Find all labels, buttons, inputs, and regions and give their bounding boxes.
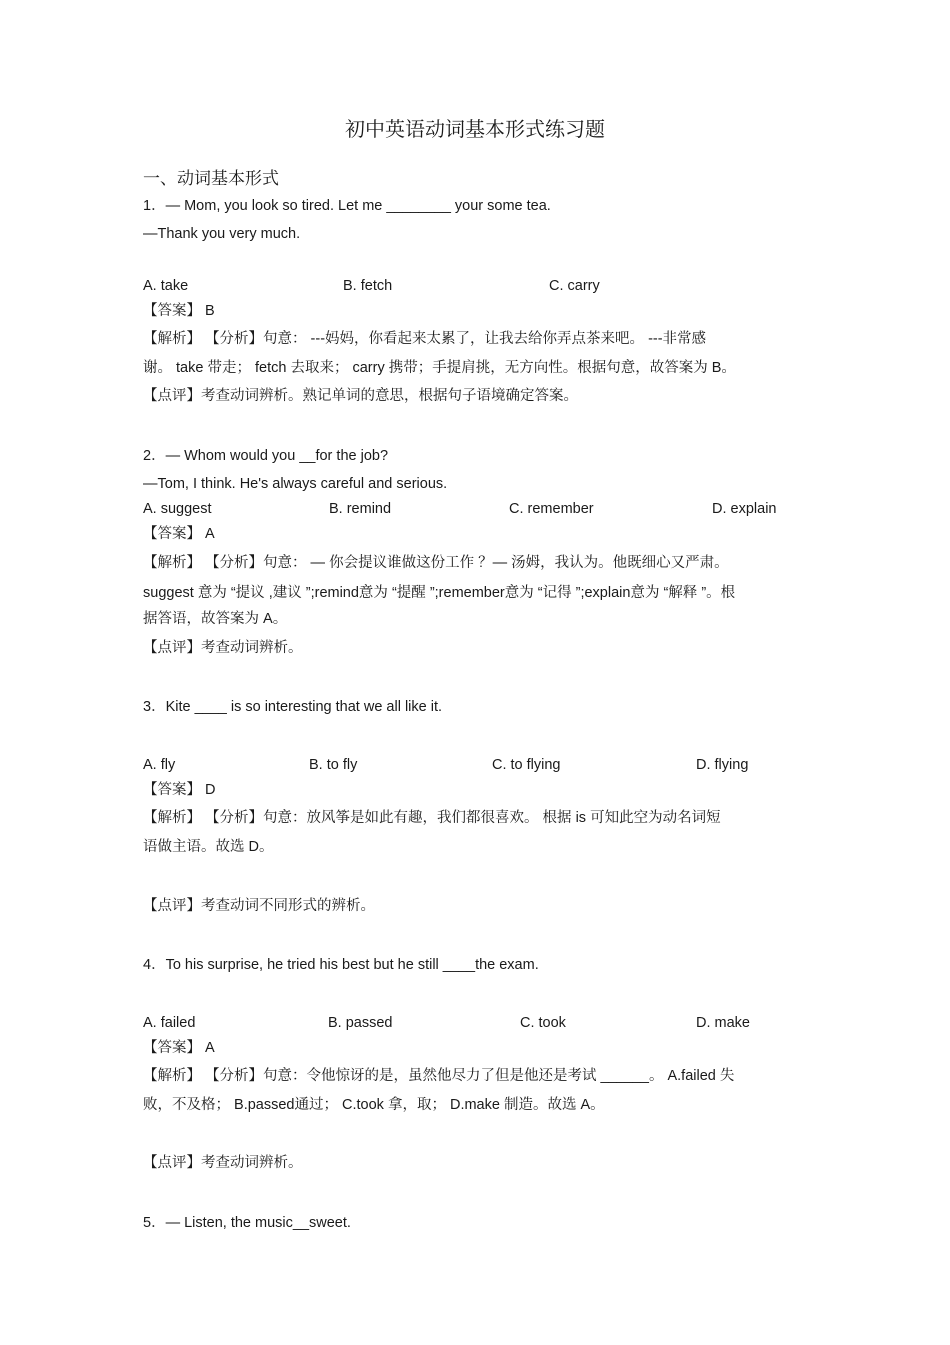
option-a: A. fly <box>143 757 176 773</box>
dialogue-reply: —Thank you very much. <box>143 226 301 242</box>
option-b: B. remind <box>329 501 392 517</box>
answer: 【答案】 B <box>143 303 215 319</box>
question-stem: 4．To his surprise, he tried his best but he still ____the exam. <box>143 957 539 973</box>
section-heading: 一、动词基本形式 <box>143 169 279 188</box>
option-c: C. remember <box>509 501 594 517</box>
option-a: A. failed <box>143 1015 196 1031</box>
option-a: A. take <box>143 278 189 294</box>
option-c: C. to flying <box>492 757 561 773</box>
comment: 【点评】考查动词辨析。熟记单词的意思，根据句子语境确定答案。 <box>143 388 578 404</box>
option-c: C. carry <box>549 278 600 294</box>
option-d: D. make <box>696 1015 750 1031</box>
option-b: B. passed <box>328 1015 393 1031</box>
analysis-line-1: 【解析】 【分析】句意： ---妈妈，你看起来太累了，让我去给你弄点茶来吧。 ---非常感 <box>143 331 707 347</box>
analysis-line-2: suggest 意为 “提议 ,建议 ”;remind意为 “提醒 ”;remember意为 “记得 ”;explain意为 “解释 ”。根 <box>143 585 736 601</box>
page-title: 初中英语动词基本形式练习题 <box>345 117 605 141</box>
question-stem: 2．— Whom would you __for the job? <box>143 448 389 464</box>
comment: 【点评】考查动词辨析。 <box>143 640 303 656</box>
comment: 【点评】考查动词不同形式的辨析。 <box>143 898 375 914</box>
dialogue-reply: —Tom, I think. He's always careful and serious. <box>143 476 448 492</box>
question-stem: 1．— Mom, you look so tired. Let me ________ your some tea. <box>143 198 551 214</box>
option-a: A. suggest <box>143 501 212 517</box>
comment: 【点评】考查动词辨析。 <box>143 1155 303 1171</box>
question-stem: 5．— Listen, the music__sweet. <box>143 1215 351 1231</box>
analysis-line-1: 【解析】 【分析】句意： — 你会提议谁做这份工作 ？— 汤姆，我认为。他既细心又严肃。 <box>143 555 729 571</box>
answer: 【答案】 A <box>143 1040 215 1056</box>
analysis-line-3: 据答语，故答案为 A。 <box>143 611 288 627</box>
analysis-line-2: 败，不及格； B.passed通过； C.took 拿，取； D.make 制造。故选 A。 <box>143 1097 605 1113</box>
answer: 【答案】 D <box>143 782 216 798</box>
option-b: B. to fly <box>309 757 358 773</box>
option-c: C. took <box>520 1015 566 1031</box>
analysis-line-1: 【解析】 【分析】句意：令他惊讶的是，虽然他尽力了但是他还是考试 ______。 A.failed 失 <box>143 1068 735 1084</box>
question-stem: 3．Kite ____ is so interesting that we all like it. <box>143 699 443 715</box>
answer: 【答案】 A <box>143 526 215 542</box>
option-b: B. fetch <box>343 278 393 294</box>
option-d: D. explain <box>712 501 777 517</box>
analysis-line-2: 语做主语。故选 D。 <box>143 839 274 855</box>
analysis-line-2: 谢。 take 带走； fetch 去取来； carry 携带；手提肩挑，无方向性。根据句意，故答案为 B。 <box>143 360 736 376</box>
option-d: D. flying <box>696 757 749 773</box>
analysis-line-1: 【解析】 【分析】句意：放风筝是如此有趣，我们都很喜欢。 根据 is 可知此空为动名词短 <box>143 810 721 826</box>
